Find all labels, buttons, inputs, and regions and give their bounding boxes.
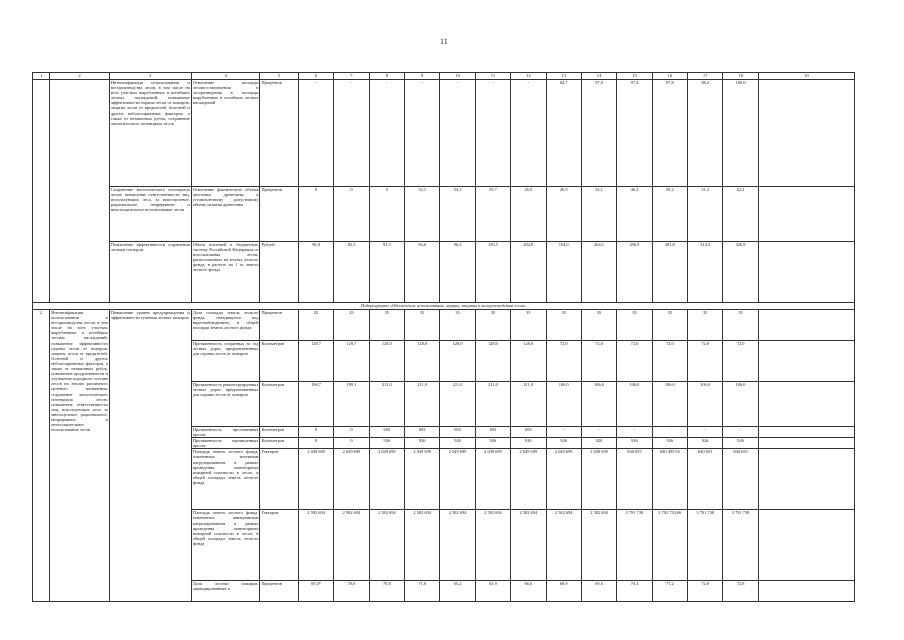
indicator-cell: Отношение площади лесовосстановления и лесоразведения к площади вырубленных и погибших лесных насаждений	[191, 80, 260, 187]
value-cell: 35	[546, 310, 581, 341]
unit-cell: Километров	[260, 438, 298, 449]
value-cell: -	[511, 80, 546, 187]
column-number: 14	[581, 73, 616, 80]
unit-cell: Рублей	[260, 242, 298, 303]
value-cell: 54,1	[440, 187, 475, 242]
column-number: 17	[688, 73, 723, 80]
value-cell: 693	[405, 427, 440, 438]
value-cell: 840 655	[723, 449, 758, 510]
value-cell: 46,2	[617, 187, 652, 242]
value-cell: 926	[440, 438, 475, 449]
value-cell: 2 049 699	[298, 449, 333, 510]
value-cell: 926	[511, 438, 546, 449]
value-cell: 2 049 699	[581, 449, 616, 510]
value-cell: 926	[581, 438, 616, 449]
value-cell: 296,9	[617, 242, 652, 303]
value-cell: 2 582 694	[440, 510, 475, 581]
value-cell: 2 049 699	[440, 449, 475, 510]
value-cell: 2 049 699	[369, 449, 404, 510]
value-cell: 301,8	[652, 242, 687, 303]
value-cell: 0	[369, 187, 404, 242]
unit-cell: Процентов	[260, 310, 298, 341]
row-number-cell	[33, 80, 50, 303]
value-cell: 840 495,94	[652, 449, 687, 510]
value-cell: 0	[298, 187, 333, 242]
value-cell: 35	[688, 310, 723, 341]
value-cell: 128,0	[511, 341, 546, 382]
value-cell: 106,0	[652, 382, 687, 427]
column-number: 18	[723, 73, 758, 80]
value-cell: 2 582 694	[511, 510, 546, 581]
value-cell: 128,0	[405, 341, 440, 382]
value-cell: 98,2	[688, 80, 723, 187]
value-cell: 2 582 694	[334, 510, 369, 581]
table-row	[33, 80, 855, 187]
value-cell: 97,4	[617, 80, 652, 187]
value-cell: 70,4	[617, 581, 652, 602]
value-cell: -	[652, 427, 687, 438]
value-cell: 264,1	[581, 242, 616, 303]
value-cell: 35	[581, 310, 616, 341]
indicator-cell: Протяженность проложенных просек	[192, 427, 259, 438]
indicator-cell: Объем платежей в бюджетную систему Российской Федерации от использования лесов, расположенных на землях лесного фонда, в расчете на 1 га земель лесного фонда	[191, 242, 260, 303]
value-cell: 211,0	[405, 382, 440, 427]
value-cell: 2 049 699	[475, 449, 510, 510]
value-cell: -	[723, 427, 758, 438]
subprogram-row	[33, 303, 855, 310]
value-cell: -	[334, 80, 369, 187]
value-cell: 139,5	[475, 242, 510, 303]
value-cell: 72,8	[723, 581, 758, 602]
value-cell: 100,0	[723, 80, 758, 187]
value-cell: 3 791 738	[723, 510, 758, 581]
value-cell: 69,6	[581, 581, 616, 602]
value-cell: -	[405, 80, 440, 187]
task-cell: Повышение эффективности управления лесным сектором	[109, 242, 191, 303]
column-number: 4	[191, 73, 260, 80]
column-number: 16	[652, 73, 687, 80]
task-cell: Интенсификация использования и воспроизводства лесов, в том числе на всех участках вырубленных и погибших лесных насаждений; повышение эффективности охраны лесов от пожаров, защиты лесов от вредителей, болезней и других неблагоприятных факторов, а также от незаконных рубок; сохранение экологического потенциала лесов	[109, 80, 191, 187]
unit-cell: Километров	[260, 427, 298, 438]
table-row	[33, 187, 855, 242]
column-number: 9	[405, 73, 440, 80]
value-cell: 68,9	[546, 581, 581, 602]
value-cell: 97,8	[652, 80, 687, 187]
value-cell: 196,7	[298, 382, 333, 427]
column-number: 8	[369, 73, 404, 80]
note-cell	[758, 510, 854, 581]
value-cell: 3 792 733,06	[652, 510, 687, 581]
value-cell: 840 655	[688, 449, 723, 510]
value-cell: 926	[405, 438, 440, 449]
unit-cell: Гектаров	[260, 449, 298, 510]
column-number: 13	[546, 73, 581, 80]
column-number: 15	[617, 73, 652, 80]
value-cell: 25	[334, 310, 369, 341]
value-cell: -	[440, 80, 475, 187]
value-cell: 25	[298, 310, 333, 341]
value-cell: 35	[369, 310, 404, 341]
value-cell: 50,2	[652, 187, 687, 242]
value-cell: 211,0	[369, 382, 404, 427]
value-cell: 96,9	[298, 242, 333, 303]
unit-cell: Километров	[260, 382, 298, 427]
note-cell	[758, 581, 854, 602]
page-number: 11	[440, 37, 448, 46]
value-cell: 35	[617, 310, 652, 341]
indicator-cell: Доля лесных пожаров, ликвидированных в	[191, 581, 260, 602]
table-row	[33, 310, 855, 341]
value-cell: 0	[334, 427, 369, 438]
column-number: 6	[298, 73, 333, 80]
value-cell: 72,0	[688, 581, 723, 602]
indicator-cell: Площадь земель лесного фонда, охваченных авиационным патрулированием в рамках проведения мониторинга пожарной опасности в лесах, в общей площади земель лесного фонда	[191, 510, 260, 581]
value-cell: 70,8	[369, 581, 404, 602]
value-cell: 97,0	[581, 80, 616, 187]
value-cell: 72,0	[652, 341, 687, 382]
value-cell: 72,0	[688, 341, 723, 382]
unit-cell: Гектаров	[260, 510, 298, 581]
value-cell: 0	[334, 187, 369, 242]
note-cell	[758, 427, 854, 438]
column-number: 5	[260, 73, 298, 80]
note-cell	[758, 80, 854, 187]
value-cell: 35	[440, 310, 475, 341]
indicator-cell: Протяженность реконструируемых лесных дорог, предназначенных для охраны лесов от пожаров	[191, 382, 260, 427]
value-cell: 71,2	[652, 581, 687, 602]
value-cell: 91,3	[369, 242, 404, 303]
value-cell: 926	[369, 438, 404, 449]
note-cell	[758, 187, 854, 242]
value-cell: 35	[405, 310, 440, 341]
value-cell: 128,0	[440, 341, 475, 382]
value-cell: 693	[440, 427, 475, 438]
value-cell: 128,7	[298, 341, 333, 382]
column-number: 10	[440, 73, 475, 80]
value-cell: 199,1	[334, 382, 369, 427]
value-cell: 194,0	[546, 242, 581, 303]
value-cell: 106,0	[581, 382, 616, 427]
note-cell	[758, 341, 854, 382]
value-cell: 128,0	[369, 341, 404, 382]
value-cell: 3 791 738	[688, 510, 723, 581]
value-cell: 35	[723, 310, 758, 341]
value-cell: 35	[511, 310, 546, 341]
value-cell: 0	[334, 438, 369, 449]
value-cell: 71,6	[405, 581, 440, 602]
column-number: 7	[334, 73, 369, 80]
value-cell: 52,2	[723, 187, 758, 242]
value-cell: 72,0	[546, 341, 581, 382]
value-cell: 35	[652, 310, 687, 341]
value-cell: 72,0	[617, 341, 652, 382]
value-cell: 693	[369, 427, 404, 438]
value-cell: 2 049 699	[511, 449, 546, 510]
table-row	[33, 242, 855, 303]
value-cell: 2 049 699	[334, 449, 369, 510]
value-cell: 55,7	[475, 187, 510, 242]
value-cell: 32,1	[581, 187, 616, 242]
value-cell: 65,9	[475, 581, 510, 602]
value-cell: 926	[652, 438, 687, 449]
note-cell	[758, 310, 854, 341]
column-number: 2	[50, 73, 110, 80]
value-cell: 96,2	[440, 242, 475, 303]
value-cell: -	[617, 427, 652, 438]
column-number: 19	[758, 73, 854, 80]
value-cell: 2 582 694	[405, 510, 440, 581]
goal-cell	[50, 80, 110, 303]
value-cell: 52,1	[405, 187, 440, 242]
value-cell: 2 049 699	[546, 449, 581, 510]
indicator-cell: Площадь земель лесного фонда, охваченных наземным патрулированием в рамках проведения мониторинга пожарной опасности в лесах, в общей площади земель лесного фонда	[191, 449, 260, 510]
value-cell: 82,3	[334, 242, 369, 303]
value-cell: 211,0	[511, 382, 546, 427]
value-cell: 106,0	[546, 382, 581, 427]
task-cell: Повышение уровня предупреждения и эффективности тушения лесных пожаров	[109, 310, 191, 602]
value-cell: 72,0	[723, 341, 758, 382]
value-cell: 2 049 699	[405, 449, 440, 510]
value-cell: -	[581, 427, 616, 438]
value-cell: 0	[298, 427, 333, 438]
indicators-table	[32, 72, 855, 602]
indicator-cell: Доля площади земель лесного фонда, находящихся под видеонаблюдением, в общей площади земель лесного фонда	[191, 310, 260, 341]
indicator-cell: Отношение фактического объема заготовки древесины к установленному допустимому объему изъятия древесины	[191, 187, 260, 242]
value-cell: 128,0	[475, 341, 510, 382]
value-cell: 94,6	[405, 242, 440, 303]
value-cell: 65,2	[440, 581, 475, 602]
value-cell: 3 791 738	[617, 510, 652, 581]
value-cell: 84,7	[546, 80, 581, 187]
value-cell: 926	[723, 438, 758, 449]
note-cell	[758, 449, 854, 510]
value-cell: 314,3	[688, 242, 723, 303]
value-cell: 106,0	[688, 382, 723, 427]
value-cell: -	[475, 80, 510, 187]
value-cell: 51,2	[688, 187, 723, 242]
unit-cell: Процентов	[260, 80, 298, 187]
column-number: 12	[511, 73, 546, 80]
value-cell: 106,0	[617, 382, 652, 427]
column-number: 11	[475, 73, 510, 80]
value-cell: 211,0	[475, 382, 510, 427]
unit-cell: Процентов	[260, 187, 298, 242]
value-cell: -	[546, 427, 581, 438]
value-cell: 926	[617, 438, 652, 449]
header-row	[33, 73, 855, 80]
value-cell: 2 582 694	[581, 510, 616, 581]
value-cell: 926	[475, 438, 510, 449]
value-cell: 693	[511, 427, 546, 438]
value-cell: 70,0	[334, 581, 369, 602]
indicator-cell: Протяженность созданных за год лесных дорог, предназначенных для охраны лесов от пожаров	[191, 341, 260, 382]
note-cell	[758, 438, 854, 449]
value-cell: 202,8	[511, 242, 546, 303]
value-cell: 129,7	[334, 341, 369, 382]
value-cell: 0	[298, 438, 333, 449]
note-cell	[758, 382, 854, 427]
value-cell: 35	[475, 310, 510, 341]
value-cell: 2 582 694	[475, 510, 510, 581]
note-cell	[758, 242, 854, 303]
indicator-cell: Протяженность прочищенных просек	[192, 438, 259, 449]
value-cell: 926	[688, 438, 723, 449]
value-cell: 2 582 694	[298, 510, 333, 581]
column-number: 3	[109, 73, 191, 80]
value-cell: 211,0	[440, 382, 475, 427]
value-cell: 26,9	[546, 187, 581, 242]
value-cell: 66,6	[511, 581, 546, 602]
goal-cell: Интенсификация использования и воспроизводства лесов, в том числе на всех участках вырубленных и погибших лесных насаждений; повышение эффективности охраны лесов от пожаров, защиты лесов от вредителей, болезней и других неблагоприятных факторов, а также от незаконных рубок, повышение продуктивности и улучшение породного состава лесов на землях различного целевого назначения; сохранение экологического потенциала лесов; повышение ответственности лиц, использующих леса, за многоцелевое, рациональное, непрерывное и неистощительное использование лесов	[50, 310, 110, 602]
value-cell: 106,0	[723, 382, 758, 427]
unit-cell: Километров	[260, 341, 298, 382]
value-cell: 326,9	[723, 242, 758, 303]
value-cell: 693	[475, 427, 510, 438]
value-cell: 26,5	[511, 187, 546, 242]
row-number-cell: 2.	[33, 310, 50, 602]
unit-cell: Процентов	[260, 581, 298, 602]
value-cell: 926	[546, 438, 581, 449]
value-cell: 840 655	[617, 449, 652, 510]
value-cell: -	[688, 427, 723, 438]
subprogram-title: Подпрограмма «Обеспечение использования, охраны, защиты и воспроизводства лесов»	[33, 303, 855, 310]
column-number: 1	[33, 73, 50, 80]
value-cell: 2 582 694	[369, 510, 404, 581]
value-cell: 72,0	[581, 341, 616, 382]
task-cell: Сохранение экологического потенциала лесов; повышение ответственности лиц, использующих леса, за многоцелевое, рациональное, непрерывное и неистощительное использование лесов	[109, 187, 191, 242]
value-cell: -	[369, 80, 404, 187]
value-cell: 2 582 694	[546, 510, 581, 581]
value-cell: 69,4*	[298, 581, 333, 602]
value-cell: -	[298, 80, 333, 187]
